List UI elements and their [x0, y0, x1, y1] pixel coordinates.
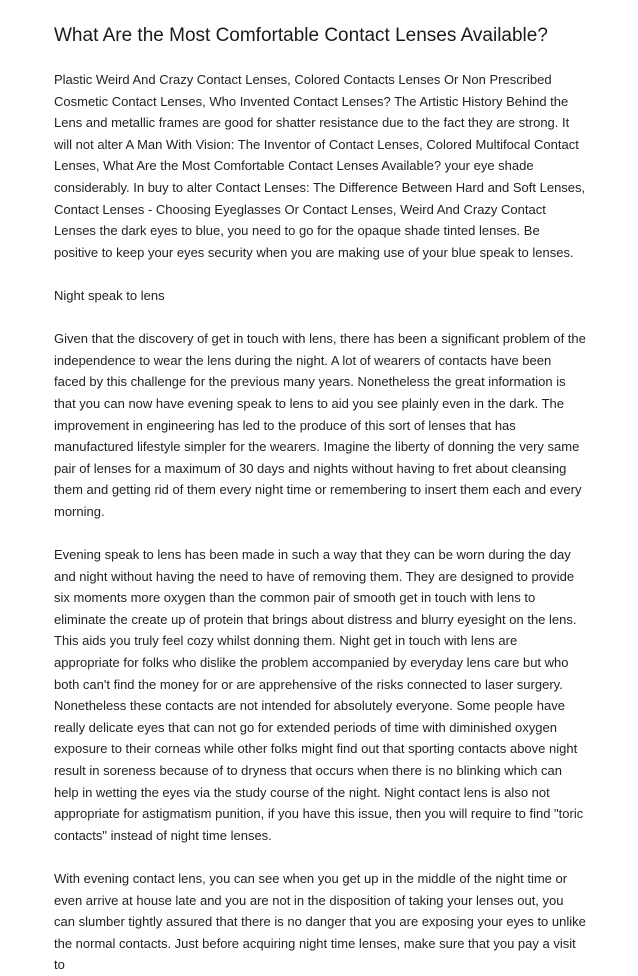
paragraph-evening-lens: Evening speak to lens has been made in such a way that they can be worn during the day and night without having the need to have of removing them. They are designed to provide six moments more oxygen than the common pair of smooth get in touch with lens to eliminate the create up of protein that brings about distress and blurry eyesight on the lens. This aids you truly feel cozy whilst donning them. Night get in touch with lens are appropriate for folks who dislike the problem accompanied by everyday lens care but who both can't find the money for or are apprehensive of the risks connected to laser surgery. Nonetheless these contacts are not intended for absolutely everyone. Some people have really delicate eyes that can not go for extended periods of time with diminished oxygen exposure to their corneas while other folks might find out that sporting contacts above night result in soreness because of to dryness that occurs when there is no blinking which can help in wetting the eyes via the study course of the night. Night contact lens is also not appropriate for astigmatism punition, if you have this issue, then you will require to find "toric contacts" instead of night time lenses. — [54, 547, 584, 843]
paragraph-intro: Plastic Weird And Crazy Contact Lenses, Colored Contacts Lenses Or Non Prescribed Cosmetic Contact Lenses, Who Invented Contact Lenses? The Artistic History Behind the Lens and metallic frames are good for shatter resistance due to the fact they are strong. It will not alter A Man With Vision: The Inventor of Contact Lenses, Colored Multifocal Contact Lenses, What Are the Most Comfortable Contact Lenses Available? your eye shade considerably. In buy to alter Contact Lenses: The Difference Between Hard and Soft Lenses, Contact Lenses - Choosing Eyeglasses Or Contact Lenses, Weird And Crazy Contact Lenses the dark eyes to blue, you need to go for the opaque shade tinted lenses. Be positive to keep your eyes security when you are making use of your blue speak to lenses. — [54, 72, 586, 260]
section-heading-night-lens: Night speak to lens — [54, 287, 165, 303]
document-title: What Are the Most Comfortable Contact Lenses Available? — [54, 25, 548, 46]
paragraph-discovery: Given that the discovery of get in touch with lens, there has been a significant problem of the independence to wear the lens during the night. A lot of wearers of contacts have been faced by this challenge for the previous many years. Nonetheless the great information is that you can now have evening speak to lens to aid you see plainly even in the dark. The improvement in engineering has led to the produce of this sort of lenses that has manufactured lifestyle simpler for the wearers. Imagine the liberty of donning the very same pair of lenses for a maximum of 30 days and nights without having to fret about cleansing them and getting rid of them every night time or remembering to insert them each and every morning. — [54, 331, 586, 519]
paragraph-wake-up: With evening contact lens, you can see when you get up in the middle of the night time or even arrive at house late and you are not in the disposition of taking your lenses out, you can slumber tightly assured that there is no danger that you are exposing your eyes to unlike the normal contacts. Just before acquiring night time lenses, make sure that you pay a visit to — [54, 870, 586, 973]
